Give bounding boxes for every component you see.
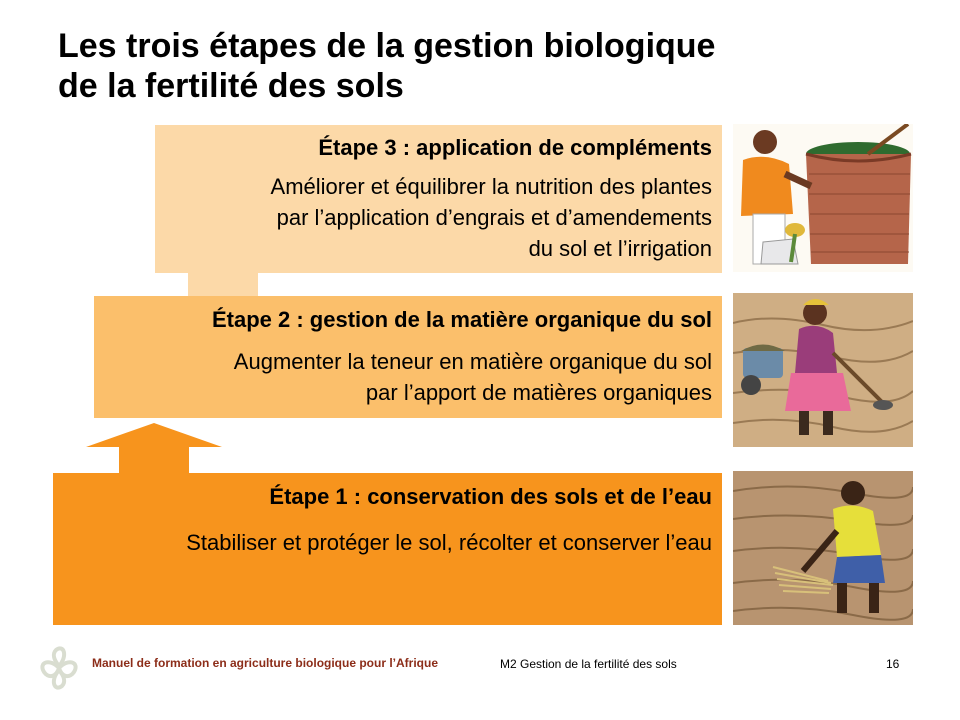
- step-3-box: [155, 125, 722, 273]
- slide-title: [58, 26, 878, 106]
- step-3-heading: Étape 3 : application de compléments: [318, 135, 712, 160]
- step-2-box: [94, 296, 722, 418]
- step-1-heading: Étape 1 : conservation des sols et de l’eau: [269, 484, 712, 509]
- step-3-line-1: Améliorer et équilibrer la nutrition des plantes: [270, 174, 712, 199]
- step-1-box: [53, 473, 722, 625]
- title-line-1: Les trois étapes de la gestion biologique: [58, 27, 716, 65]
- step-1-line-1: Stabiliser et protéger le sol, récolter et conserver l’eau: [186, 530, 712, 555]
- step-2-description: [104, 346, 712, 408]
- step-3-line-3: du sol et l’irrigation: [528, 236, 712, 261]
- step-2-line-2: par l’apport de matières organiques: [365, 380, 712, 405]
- hearts-logo-icon: [28, 638, 90, 700]
- step-3-line-2: par l’application d’engrais et d’amendements: [276, 205, 712, 230]
- step-2-line-1: Augmenter la teneur en matière organique du sol: [233, 349, 712, 374]
- page-number: 16: [886, 657, 900, 671]
- step-3-description: [165, 171, 712, 264]
- step-2-heading: Étape 2 : gestion de la matière organique du sol: [212, 307, 712, 332]
- woman-with-wheelbarrow-illustration: [733, 293, 913, 447]
- man-laying-mulch-illustration: [733, 471, 913, 625]
- manual-title: Manuel de formation en agriculture biologique pour l’Afrique: [92, 656, 439, 670]
- arrow-up-icon: [86, 423, 226, 475]
- title-line-2: de la fertilité des sols: [58, 67, 404, 105]
- man-applying-compost-illustration: [733, 124, 913, 272]
- module-title: M2 Gestion de la fertilité des sols: [500, 657, 677, 671]
- step-1-description: [63, 527, 712, 558]
